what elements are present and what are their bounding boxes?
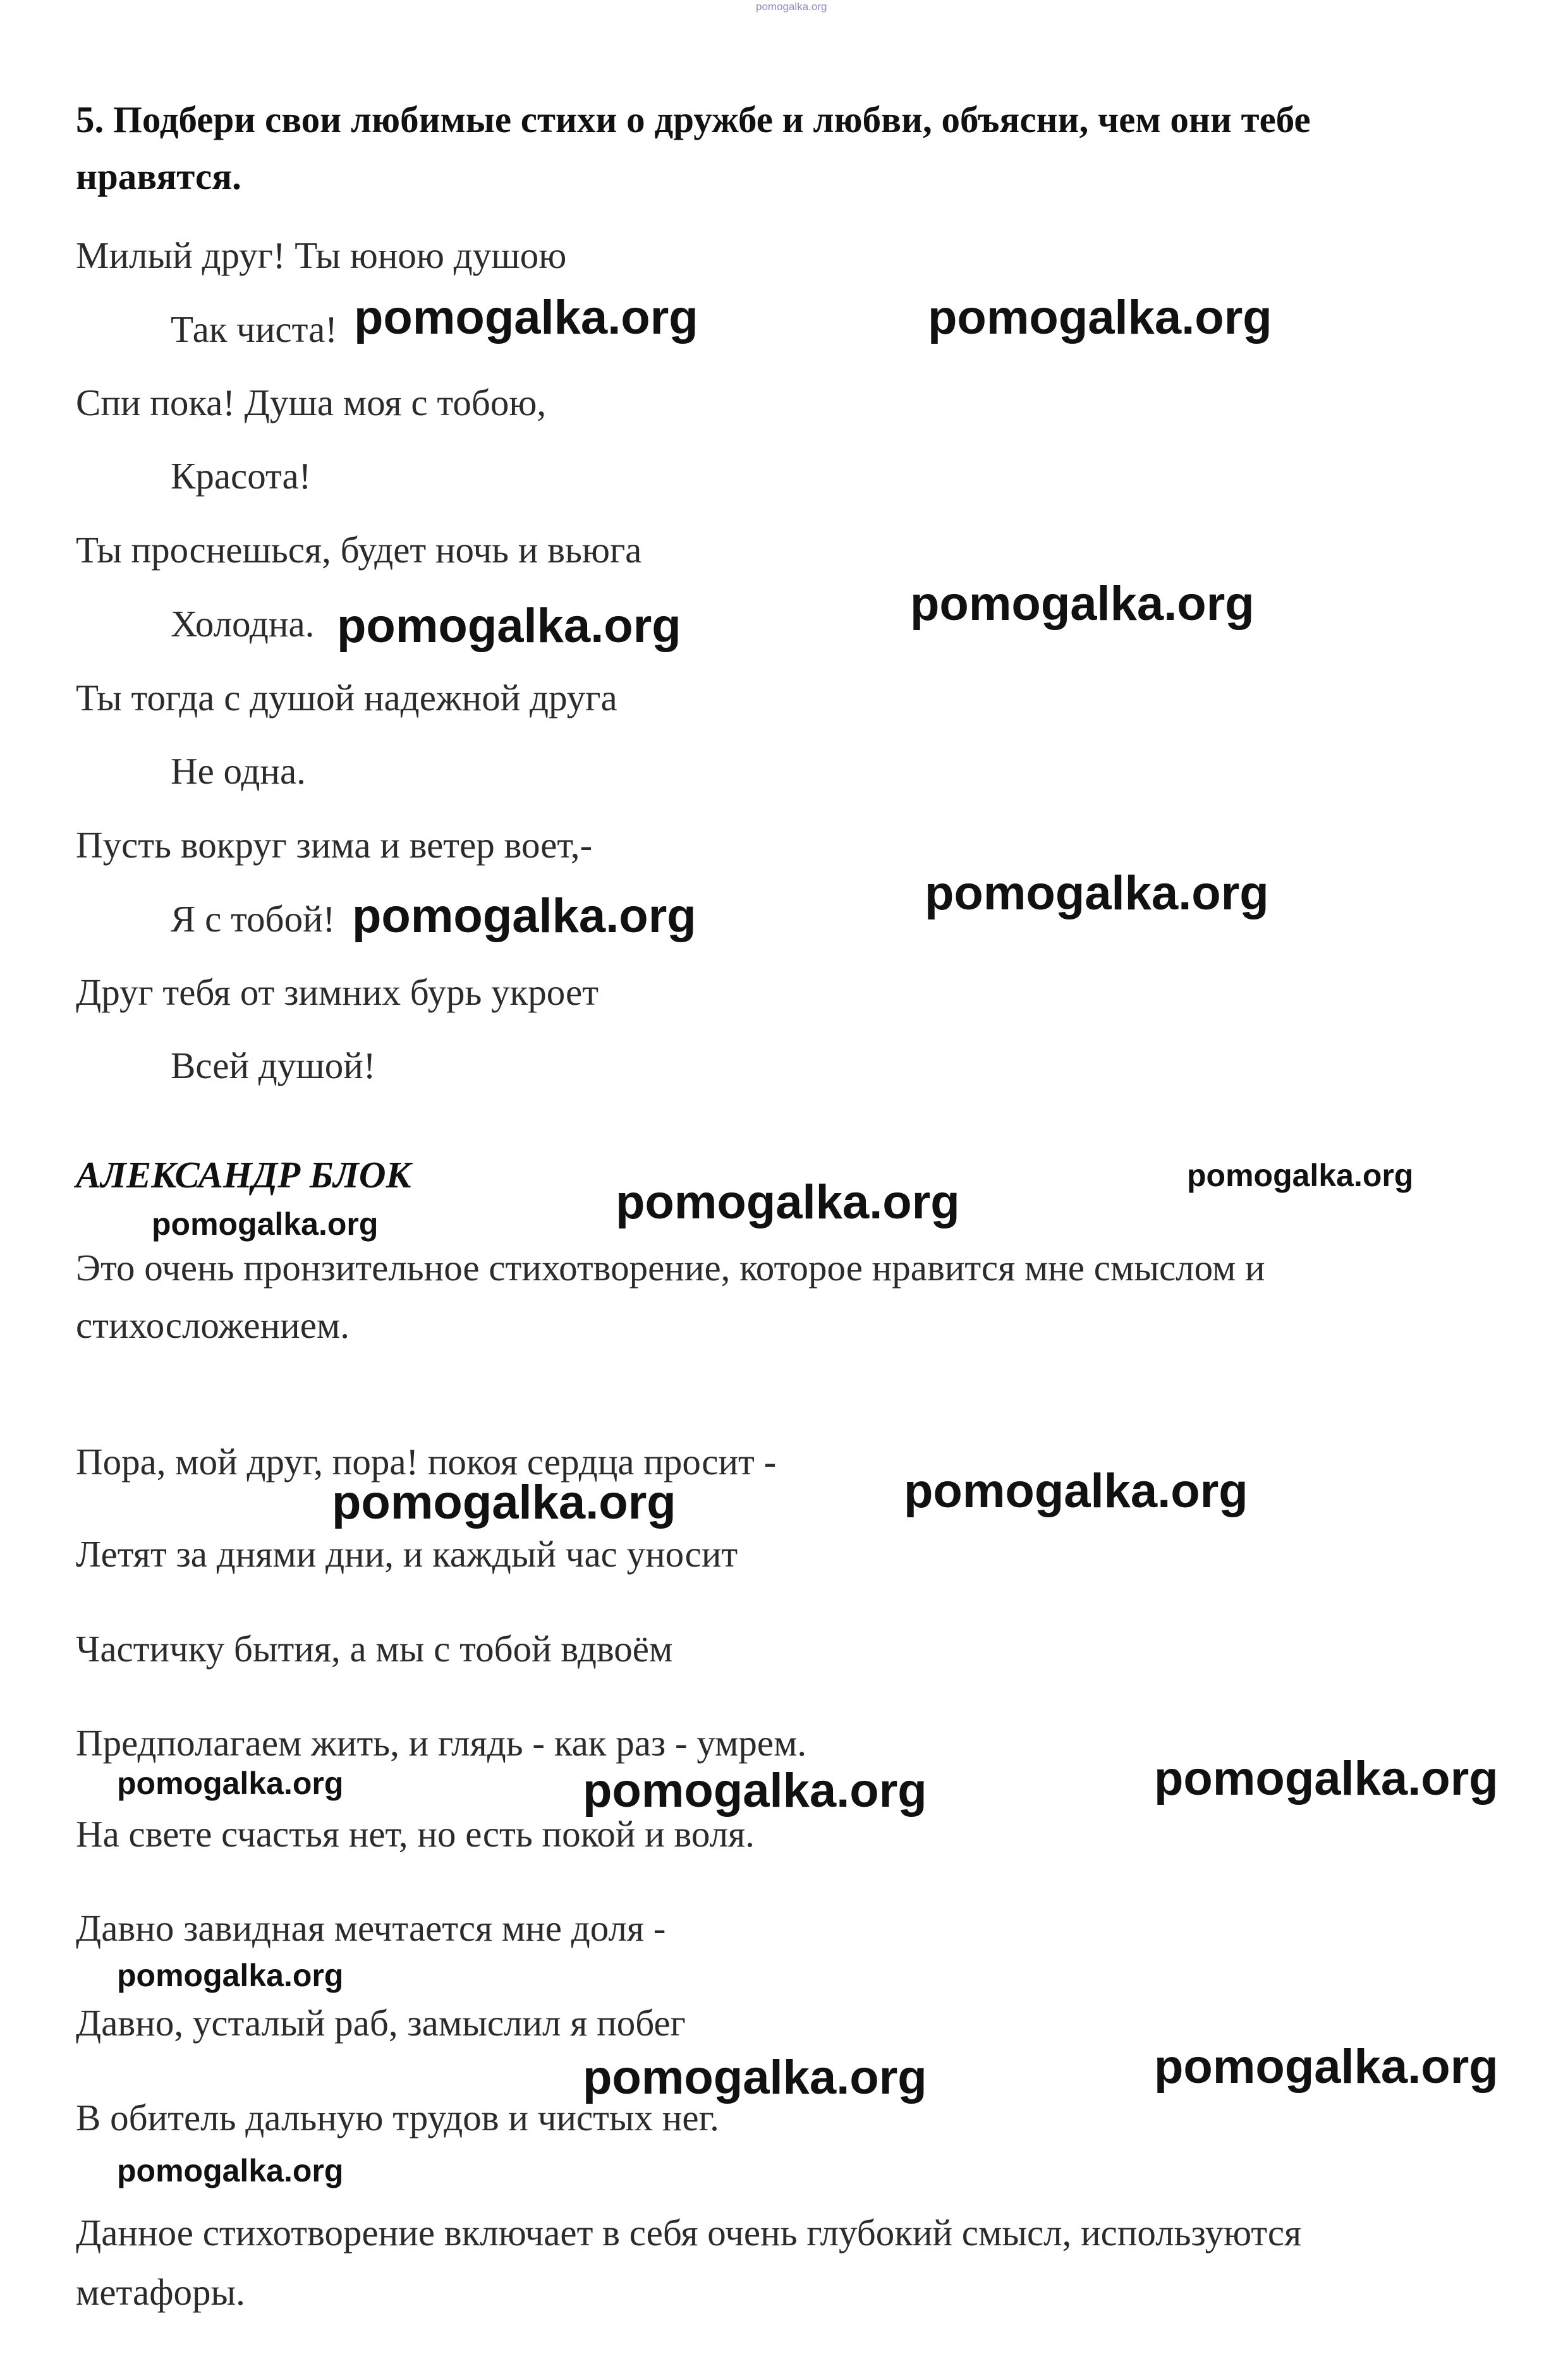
poem2-line: На свете счастья нет, но есть покой и воля. bbox=[76, 1813, 755, 1855]
comment2-line-1: Данное стихотворение включает в себя очень глубокий смысл, используются bbox=[76, 2212, 1302, 2254]
question-line-1: 5. Подбери свои любимые стихи о дружбе и любви, объясни, чем они тебе bbox=[76, 99, 1311, 140]
poem1-line: Милый друг! Ты юною душою bbox=[76, 234, 567, 276]
watermark: pomogalka.org bbox=[117, 2153, 344, 2188]
poem1-line: Всей душой! bbox=[171, 1045, 376, 1086]
poem2-line: Давно, усталый раб, замыслил я побег bbox=[76, 2002, 686, 2044]
poem2-line: В обитель дальную трудов и чистых нег. bbox=[76, 2097, 719, 2138]
header-watermark: pomogalka.org bbox=[756, 1, 827, 13]
poem1-line: Друг тебя от зимних бурь укроет bbox=[76, 971, 599, 1013]
watermark: pomogalka.org bbox=[1187, 1158, 1414, 1193]
watermark: pomogalka.org bbox=[337, 599, 681, 653]
poem1-line: Пусть вокруг зима и ветер воет,- bbox=[76, 824, 593, 866]
watermark: pomogalka.org bbox=[1154, 2040, 1498, 2094]
poem2-line: Летят за днями дни, и каждый час уносит bbox=[76, 1533, 738, 1575]
comment1-line-1: Это очень пронзительное стихотворение, которое нравится мне смыслом и bbox=[76, 1247, 1265, 1289]
poem1-line: Спи пока! Душа моя с тобою, bbox=[76, 382, 547, 423]
watermark: pomogalka.org bbox=[354, 291, 698, 344]
poem2-line: Пора, мой друг, пора! покоя сердца просит - bbox=[76, 1441, 777, 1483]
watermark: pomogalka.org bbox=[332, 1476, 676, 1529]
poem1-line: Не одна. bbox=[171, 750, 306, 792]
watermark: pomogalka.org bbox=[616, 1175, 960, 1229]
poem2-line: Частичку бытия, а мы с тобой вдвоём bbox=[76, 1628, 673, 1670]
watermark: pomogalka.org bbox=[117, 1766, 344, 1801]
watermark: pomogalka.org bbox=[352, 889, 696, 943]
poem1-line: Холодна. bbox=[171, 603, 315, 645]
watermark: pomogalka.org bbox=[928, 291, 1272, 344]
author-name: АЛЕКСАНДР БЛОК bbox=[76, 1154, 411, 1196]
watermark: pomogalka.org bbox=[910, 577, 1255, 631]
poem1-line: Я с тобой! bbox=[171, 898, 336, 940]
poem1-line: Ты тогда с душой надежной друга bbox=[76, 677, 617, 719]
poem1-line: Так чиста! bbox=[171, 308, 337, 350]
watermark: pomogalka.org bbox=[583, 1764, 927, 1817]
poem2-line: Предполагаем жить, и глядь - как раз - умрем. bbox=[76, 1722, 807, 1764]
question-line-2: нравятся. bbox=[76, 155, 241, 197]
poem1-line: Красота! bbox=[171, 455, 312, 497]
watermark: pomogalka.org bbox=[117, 1958, 344, 1993]
watermark: pomogalka.org bbox=[1154, 1752, 1498, 1805]
poem1-line: Ты проснешься, будет ночь и вьюга bbox=[76, 529, 642, 571]
comment1-line-2: стихосложением. bbox=[76, 1304, 350, 1346]
watermark: pomogalka.org bbox=[583, 2051, 927, 2104]
watermark: pomogalka.org bbox=[904, 1464, 1248, 1518]
watermark: pomogalka.org bbox=[925, 866, 1269, 920]
watermark: pomogalka.org bbox=[152, 1206, 379, 1242]
poem2-line: Давно завидная мечтается мне доля - bbox=[76, 1907, 666, 1949]
comment2-line-2: метафоры. bbox=[76, 2271, 245, 2313]
